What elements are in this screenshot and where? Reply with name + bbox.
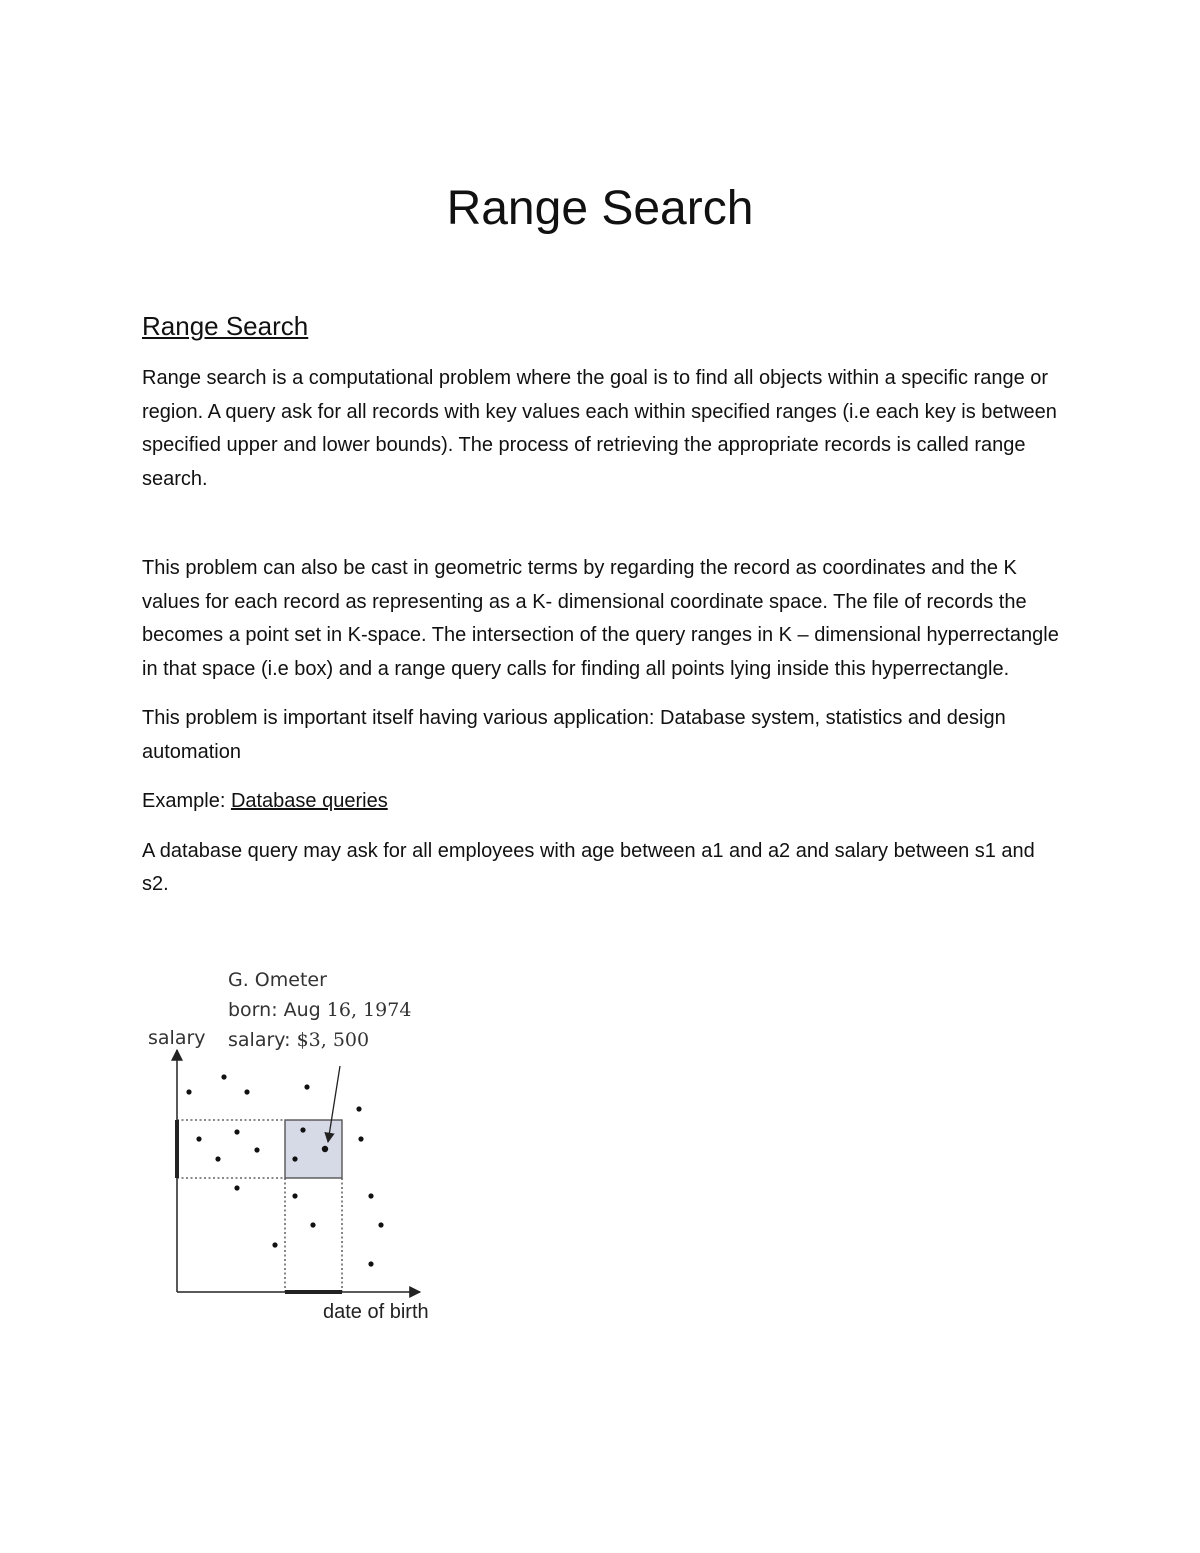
data-point <box>292 1156 297 1161</box>
paragraph-query: A database query may ask for all employees with age between a1 and a2 and salary between s1 and s2. <box>142 839 1035 895</box>
annotation-salary-label: salary: <box>228 1029 297 1051</box>
data-point <box>368 1261 373 1266</box>
example-prefix: Example: <box>142 790 231 812</box>
annotation-born <box>228 999 411 1021</box>
example-line <box>142 785 1062 819</box>
data-point <box>310 1222 315 1227</box>
data-point <box>378 1222 383 1227</box>
annotation-born-label: born: Aug <box>228 999 327 1021</box>
data-point <box>244 1089 249 1094</box>
page-title: Range Search <box>446 182 754 235</box>
data-point <box>196 1136 201 1141</box>
paragraph-geometric: This problem can also be cast in geometric terms by regarding the record as coordinates and the K values for each record as representing as a K- dimensional coordinate space. The file of records the becomes a point set in K-space. The intersection of the query ranges in K – dimensional hyperrectangle in that space (i.e box) and a range query calls for finding all points lying inside this hyperrectangle. <box>142 557 1059 680</box>
data-point <box>272 1242 277 1247</box>
data-point <box>234 1185 239 1190</box>
y-axis-label: salary <box>148 1027 206 1049</box>
data-point <box>215 1156 220 1161</box>
data-point <box>292 1193 297 1198</box>
highlighted-point <box>322 1146 328 1152</box>
example-link: Database queries <box>230 790 388 812</box>
data-point <box>300 1127 305 1132</box>
range-query-figure <box>140 962 460 1332</box>
data-point <box>254 1147 259 1152</box>
annotation-salary <box>228 1029 369 1051</box>
paragraph-applications: This problem is important itself having various application: Database system, statistics and design automation <box>142 707 1006 763</box>
document-body <box>142 308 1062 902</box>
data-point <box>304 1084 309 1089</box>
annotation-name: G. Ometer <box>228 969 327 991</box>
data-point <box>221 1074 226 1079</box>
data-point <box>186 1089 191 1094</box>
annotation-salary-value: $3, 500 <box>296 1029 370 1051</box>
data-point <box>234 1129 239 1134</box>
annotation-born-value: 16, 1974 <box>326 999 412 1021</box>
range-query-diagram <box>140 962 460 1332</box>
paragraph-definition: Range search is a computational problem where the goal is to find all objects within a specific range or region. A query ask for all records with key values each within specified ranges (i.e each key is between specified upper and lower bounds). The process of retrieving the appropriate records is called range search. <box>142 367 1057 490</box>
data-point <box>356 1106 361 1111</box>
x-axis-label: date of birth <box>323 1301 429 1323</box>
data-point <box>358 1136 363 1141</box>
query-rectangle <box>285 1120 342 1178</box>
section-heading: Range Search <box>142 311 309 341</box>
data-point <box>368 1193 373 1198</box>
